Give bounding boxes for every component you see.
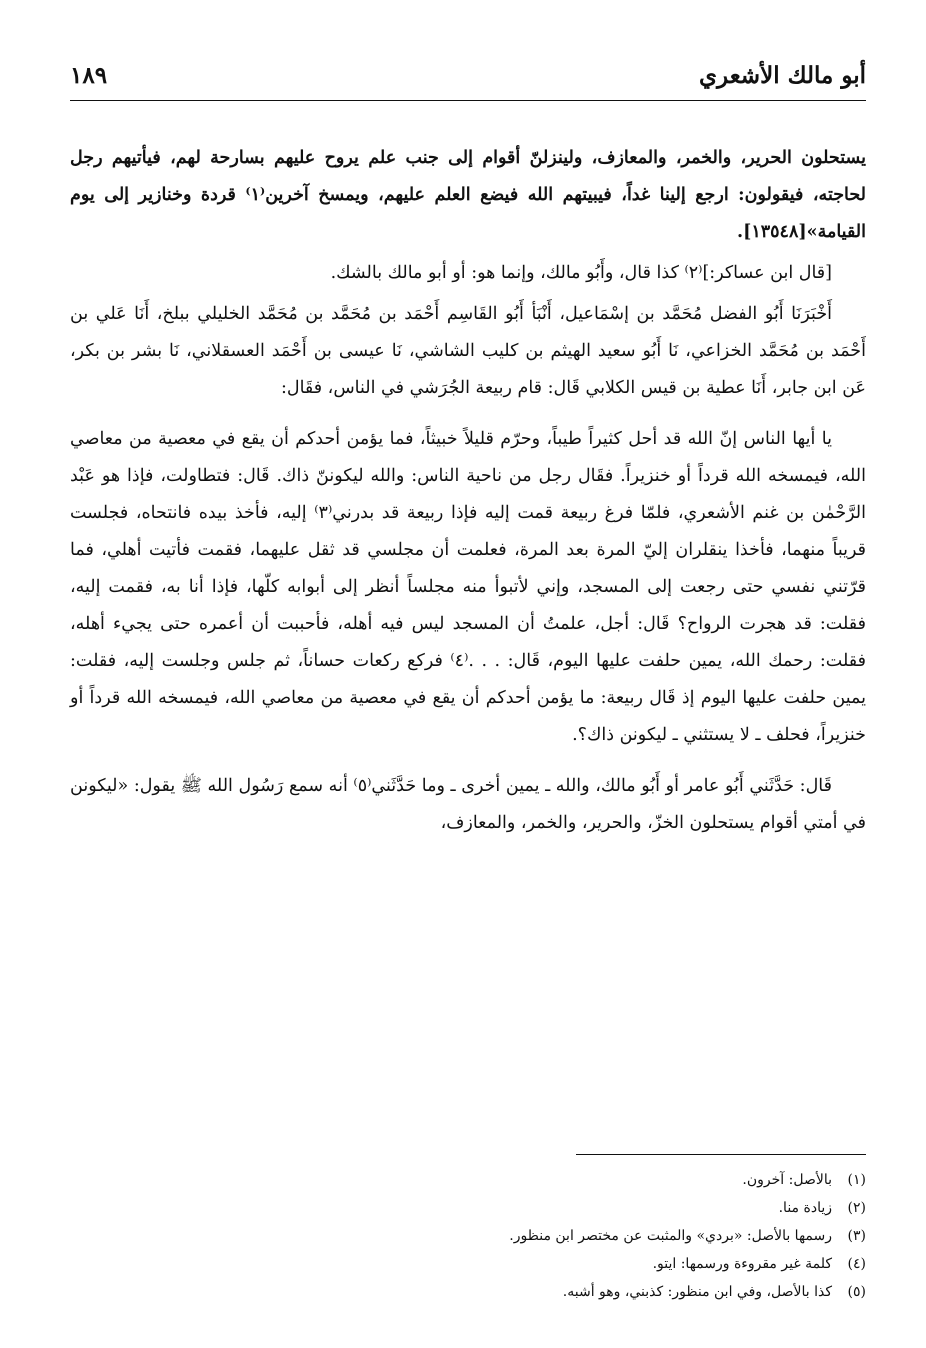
footnote-3 — [70, 1222, 866, 1250]
footnote-4 — [70, 1250, 866, 1278]
footnote-number: (٥) — [847, 1284, 866, 1300]
footnote-text: زيادة منا. — [778, 1200, 832, 1216]
header-rule — [70, 100, 866, 101]
footnote-number: (٣) — [847, 1228, 866, 1244]
paragraph-3: أَخْبَرَنَا أَبُو الفضل مُحَمَّد بن إسْمَاعيل، أَنْبَأ أَبُو القَاسِم أَحْمَد بن مُحَمَّد بن مُحَمَّد الخليلي ببلخ، أَنَا عَلي بن أَحْمَد بن مُحَمَّد الخزاعي، نَا أَبُو سعيد الهيثم بن كليب الشاشي، نَا عيسى بن أَحْمَد العسقلاني، نَا بشر بن بكر، عَن ابن جابر، أَنَا عطية بن قيس الكلابي قَال: قام ربيعة الجُرَشي في الناس، فقَال: — [70, 304, 866, 398]
footnote-5 — [70, 1278, 866, 1306]
footnote-text: رسمها بالأصل: «بردي» والمثبت عن مختصر ابن منظور. — [509, 1228, 832, 1244]
footnotes — [70, 1166, 866, 1306]
paragraph-4: يا أيها الناس إنّ الله قد أحل كثيراً طيباً، وحرّم قليلاً خبيثاً، فما يؤمن أحدكم أن يقع في معصية من معاصي الله، فيمسخه الله قرداً أو خنزيراً. فقَال رجل من ناحية الناس: والله ليكوننّ ذاك. قَال: فتطاولت، فإذا هو عَبْد الرَّحْمٰن بن غنم الأشعري، فلمّا فرغ ربيعة قمت إليه فإذا ربيعة قد بدرني⁽٣⁾ إليه، فأخذ بيده فانتحاه، فجلست قريباً منهما، فأخذا ينقلران إليّ المرة بعد المرة، فعلمت أن مجلسي قد ثقل عليهما، فقمت فأتيت أهلي، فما قرّتني نفسي حتى رجعت إلى المسجد، وإني لأتبوأ منه مجلساً أنظر إلى أبوابه كلّها، فإذا أنا به، فقمت إليه، فقلت: قد هجرت الرواح؟ قَال: أجل، علمتُ أن المسجد ليس فيه أهله، فأحببت أن أعمره حتى يجيء أهله، فقلت: رحمك الله، يمين حلفت عليها اليوم، قَال: . . .⁽٤⁾ فركع ركعات حساناً، ثم جلس وجلست إليه، فقلت: يمين حلفت عليها اليوم إذ قَال ربيعة: ما يؤمن أحدكم أن يقع في معصية من معاصي الله، فيمسخه الله قرداً أو خنزيراً، فحلف ـ لا يستثني ـ ليكونن ذاك؟. — [70, 429, 866, 745]
footnote-text: بالأصل: آخرون. — [742, 1172, 832, 1188]
footnote-number: (٢) — [847, 1200, 866, 1216]
footnote-1 — [70, 1166, 866, 1194]
footnote-text: كلمة غير مقروءة ورسمها: ايتو. — [652, 1256, 832, 1272]
book-page — [70, 62, 867, 1300]
footnote-2 — [70, 1194, 866, 1222]
running-title: أبو مالك الأشعري — [699, 62, 866, 89]
footnote-separator — [576, 1154, 866, 1155]
footnote-number: (١) — [847, 1172, 866, 1188]
footnote-number: (٤) — [847, 1256, 866, 1272]
footnote-text: كذا بالأصل، وفي ابن منظور: كذبني، وهو أشبه. — [562, 1284, 832, 1300]
paragraph-2: [قال ابن عساكر:]⁽٢⁾ كذا قال، وأَبُو مالك، وإنما هو: أو أبو مالك بالشك. — [330, 263, 832, 283]
main-text — [70, 140, 866, 846]
paragraph-1: يستحلون الحرير، والخمر، والمعازف، ولينزلنّ أقوام إلى جنب علم يروح عليهم بسارحة لهم، فيأتيهم رجل لحاجته، فيقولون: ارجع إلينا غداً، فيبيتهم الله فيضع العلم عليهم، ويمسخ آخرين⁽١⁾ قردة وخنازير إلى يوم القيامة»[١٣٥٤٨]. — [70, 148, 867, 242]
paragraph-5: قَال: حَدَّثَني أَبُو عامر أو أَبُو مالك، والله ـ يمين أخرى ـ وما حَدَّثَني⁽٥⁾ أنه سمع رَسُول الله ﷺ يقول: «ليكونن في أمتي أقوام يستحلون الخزّ، والحرير، والخمر، والمعازف، — [70, 776, 866, 833]
page-number: ١٨٩ — [70, 62, 108, 89]
page-header — [70, 62, 866, 102]
